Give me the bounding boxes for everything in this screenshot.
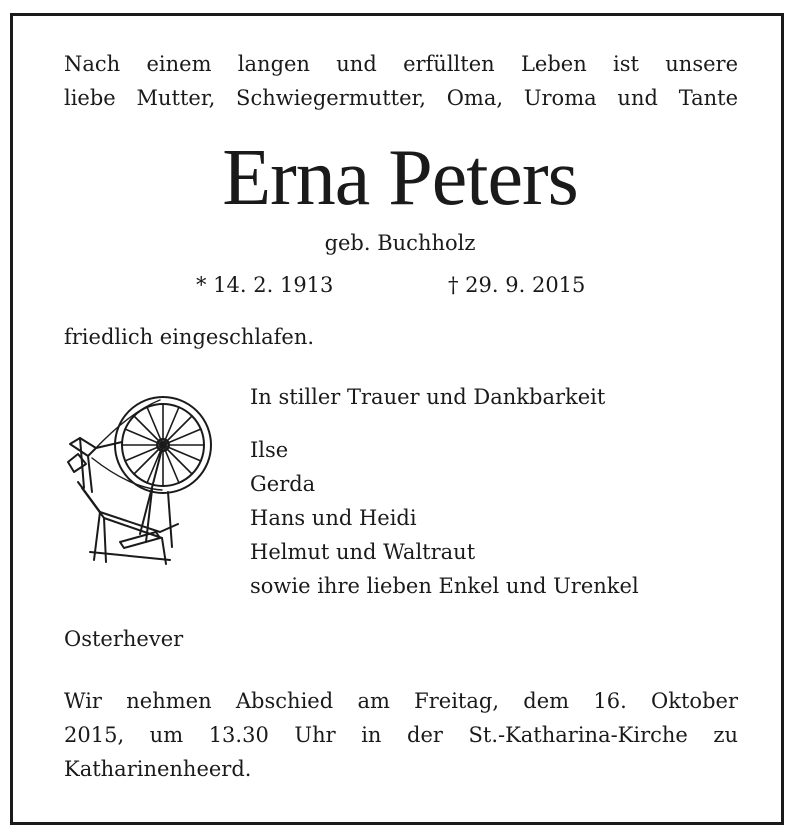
family-member: Gerda	[250, 472, 316, 496]
family-member: Ilse	[250, 438, 289, 462]
farewell-line-2: 2015, um 13.30 Uhr in der St.-Katharina-Kirche zu	[64, 723, 738, 747]
mourning-text: In stiller Trauer und Dankbarkeit	[250, 385, 606, 409]
family-member: Hans und Heidi	[250, 506, 417, 530]
place-name: Osterhever	[64, 627, 184, 651]
death-date: † 29. 9. 2015	[448, 273, 586, 297]
intro-line-1: Nach einem langen und erfüllten Leben ist unsere	[64, 52, 738, 76]
intro-line-2: liebe Mutter, Schwiegermutter, Oma, Uroma und Tante	[64, 86, 738, 110]
maiden-name: geb. Buchholz	[324, 231, 476, 255]
farewell-line-1: Wir nehmen Abschied am Freitag, dem 16. Oktober	[64, 689, 738, 713]
spinning-wheel-icon	[60, 392, 220, 567]
farewell-line-3: Katharinenheerd.	[64, 757, 252, 781]
family-member: sowie ihre lieben Enkel und Urenkel	[250, 574, 639, 598]
birth-date: * 14. 2. 1913	[196, 273, 334, 297]
family-member: Helmut und Waltraut	[250, 540, 476, 564]
deceased-name: Erna Peters	[222, 134, 578, 222]
passing-text: friedlich eingeschlafen.	[64, 325, 315, 349]
